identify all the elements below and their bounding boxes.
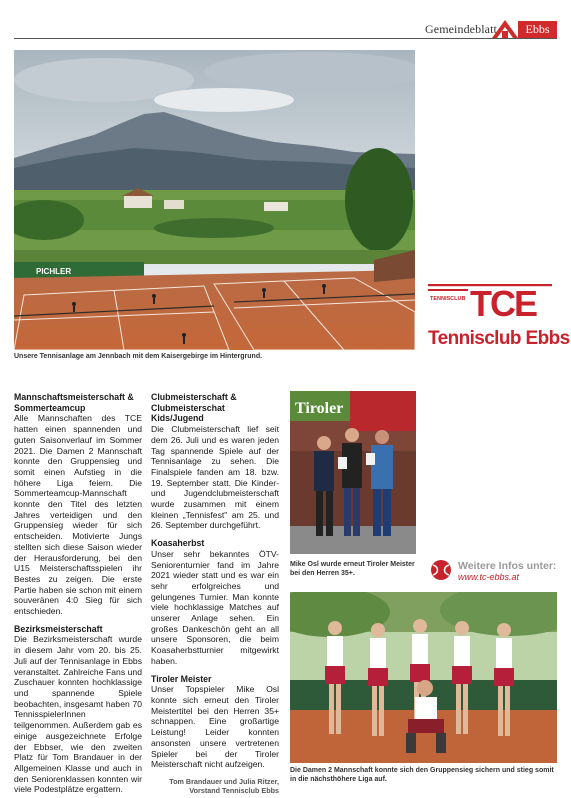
article-column-2 [151,392,279,796]
section-body: Die Clubmeisterschaft lief seit dem 26. Juli und es waren jeden Tag spannende Spiele auf der Tennisanlage zu sehen. Die Finalspiele fanden am 18. bzw. 19. September statt. Die Kinder- und Jugendclubmeisterschaft wurde zusammen mit einem kleinen „Tennisfest" am 25. und 26. September durchgeführt. [151,424,279,531]
article-signature [151,777,279,796]
signature-line-2: Vorstand Tennisclub Ebbs [189,786,279,796]
website-link[interactable]: www.tc-ebbs.at [458,572,520,582]
tce-logo-small-text: TENNISCLUB [430,296,466,302]
club-name: Tennisclub Ebbs [428,328,570,349]
award-photo-caption: Mike Osl wurde erneut Tiroler Meister bei den Herren 35+. [290,561,415,577]
section-heading: Clubmeisterschaft & Clubmeisterschat Kids/Jugend [151,392,237,424]
team-photo [290,592,557,763]
team-photo-caption: Die Damen 2 Mannschaft konnte sich den Gruppensieg sichern und stieg somit in die nächsthöhere Liga auf. [290,767,554,783]
ebbs-logo-text: Ebbs [518,21,557,38]
section-heading: Bezirksmeisterschaft [14,623,103,634]
ebbs-logo [492,18,557,38]
header-title: Gemeindeblatt [425,22,497,36]
signature-line-1: Tom Brandauer und Julia Ritzer, [169,776,279,786]
svg-text:Tiroler: Tiroler [295,400,344,417]
tce-logo [428,280,552,320]
info-title: Weitere Infos unter: [458,560,557,572]
section-body: Unser Topspieler Mike Osl konnte sich erneut den Tiroler Meistertitel bei den Herren 35+ schnappen. Eine großartige Leistung! Leider konnten ansonsten unsere vertretenen Spieler bei der Tiroler Meisterschaft nicht aufzeigen. [151,684,279,770]
house-icon [492,18,518,38]
section-body: Alle Mannschaften des TCE hatten einen spannenden und guten Saisonverlauf im Sommer 2021. Die Damen 2 Mannschaft konnte den Gruppensieg und somit einen Aufstieg in die höhere Liga feiern. Die Sommerteamcup-Mannschaft konnte den Titel des letzten Jahres verteidigen und den Gruppensieg wieder für sich entscheiden. Motivierte Jungs stellten sich diese Saison wieder der Herausforderung, bei den U15 Meisterschaftsspielen ihr Bestes zu zeigen. Die erste Partie haben sie schon mit einem souveränen 4:0 Sieg für sich entschieden. [14,413,142,617]
section-heading: Mannschaftsmeisterschaft & Sommerteamcup [14,392,134,413]
section-body: Unser sehr bekanntes ÖTV-Seniorenturnier fand im Jahre 2021 wieder statt und es war ein sehr erfolgreiches und gelungenes Turnier. Man konnte viele hochklassige Matches auf unserer Anlage sehen. Ein großes Dankeschön geht an all unsere Sponsoren, die beim Koasaherbstturnier mitgewirkt haben. [151,548,279,666]
header-rule [14,38,557,39]
award-photo [290,391,416,554]
section-body: Die Bezirksmeisterschaft wurde in diesem Jahr vom 20. bis 25. Juli auf der Tennisanlage in Ebbs veranstaltet. Zahlreiche Fans und Zuschauer konnten hochklassige und spannende Spiele beobachten, insgesamt haben 70 TennisspielerInnen teilgenommen. Außerdem gab es einige ausgezeichnete Erfolge der Ebbser, wie den zweiten Platz für Tom Brandauer in der Allgemeinen Klasse und auch in den Seniorenklassen konnten wir viele Podestplätze ergattern. [14,634,142,795]
tce-logo-letters: TCE [470,283,536,320]
article-column-1 [14,392,142,798]
tennis-ball-icon [430,559,452,581]
section-heading: Koasaherbst [151,538,205,549]
tennis-courts-photo [14,50,415,350]
section-heading: Tiroler Meister [151,673,212,684]
main-photo-caption: Unsere Tennisanlage am Jennbach mit dem Kaisergebirge im Hintergrund. [14,353,263,360]
info-box [428,558,558,584]
banner-text: PICHLER [36,267,72,276]
